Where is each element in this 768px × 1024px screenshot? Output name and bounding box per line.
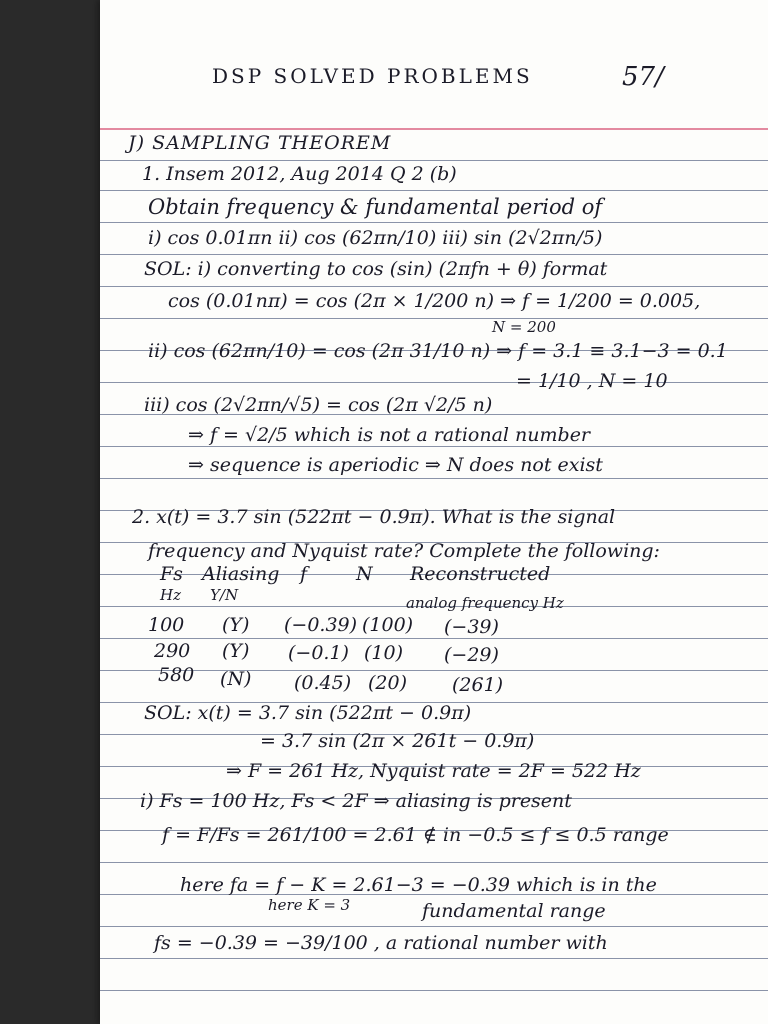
section-heading: J) SAMPLING THEOREM <box>128 132 392 154</box>
solution-1-eq-i: cos (0.01nπ) = cos (2π × 1/200 n) ⇒ f = 1/200 = 0.005, <box>168 290 701 312</box>
page-number: 57/ <box>622 62 664 92</box>
table-row-2-n: (10) <box>364 642 404 664</box>
table-header-aliasing: Aliasing <box>202 563 280 585</box>
solution-1-intro: SOL: i) converting to cos (sin) (2πfn + θ) format <box>144 258 608 280</box>
table-header-fs: Fs <box>160 563 183 585</box>
solution-2-line-2: = 3.7 sin (2π × 261t − 0.9π) <box>260 730 535 752</box>
solution-1-period-ii: = 1/10 , N = 10 <box>516 370 668 392</box>
solution-2-line-4: i) Fs = 100 Hz, Fs < 2F ⇒ aliasing is present <box>140 790 572 812</box>
table-unit-hz: Hz <box>160 586 181 604</box>
solution-1-eq-iii: iii) cos (2√2πn/√5) = cos (2π √2/5 n) <box>144 394 493 416</box>
ruled-line <box>100 670 768 671</box>
table-header-reconstructed: Reconstructed <box>410 563 551 585</box>
solution-1-conclusion-2: ⇒ sequence is aperiodic ⇒ N does not exist <box>188 454 603 476</box>
question-1-parts: i) cos 0.01πn ii) cos (62πn/10) iii) sin (2√2πn/5) <box>148 227 603 249</box>
ruled-line <box>100 190 768 191</box>
table-row-1-n: (100) <box>362 614 414 636</box>
table-row-2-fs: 290 <box>154 640 191 662</box>
ruled-line <box>100 382 768 383</box>
solution-2-line-8: fs = −0.39 = −39/100 , a rational number with <box>154 932 608 954</box>
ruled-line <box>100 990 768 991</box>
question-2-statement-cont: frequency and Nyquist rate? Complete the following: <box>148 540 660 562</box>
ruled-line <box>100 926 768 927</box>
table-row-1-f: (−0.39) <box>284 614 358 636</box>
question-2-statement: 2. x(t) = 3.7 sin (522πt − 0.9π). What is the signal <box>132 506 616 528</box>
ruled-line <box>100 222 768 223</box>
table-row-2-f: (−0.1) <box>288 642 349 664</box>
question-1-reference: 1. Insem 2012, Aug 2014 Q 2 (b) <box>142 163 457 185</box>
solution-1-conclusion-1: ⇒ f = √2/5 which is not a rational number <box>188 424 591 446</box>
table-row-3-n: (20) <box>368 672 408 694</box>
table-unit-analog-frequency: analog frequency Hz <box>406 594 564 612</box>
table-row-2-aliasing: (Y) <box>222 640 250 662</box>
solution-2-line-7: fundamental range <box>422 900 606 922</box>
notebook-page <box>100 0 768 1024</box>
table-row-3-fs: 580 <box>158 664 195 686</box>
table-row-3-reconstructed: (261) <box>452 674 504 696</box>
solution-1-eq-ii: ii) cos (62πn/10) = cos (2π 31/10 n) ⇒ f = 3.1 ≡ 3.1−3 = 0.1 <box>148 340 728 362</box>
table-row-3-aliasing: (N) <box>220 668 252 690</box>
table-header-n: N <box>356 563 373 585</box>
top-margin-rule <box>100 128 768 130</box>
solution-2-line-3: ⇒ F = 261 Hz, Nyquist rate = 2F = 522 Hz <box>226 760 641 782</box>
solution-1-period-i: N = 200 <box>492 318 556 336</box>
table-row-3-f: (0.45) <box>294 672 352 694</box>
question-1-prompt: Obtain frequency & fundamental period of <box>148 195 603 219</box>
ruled-line <box>100 446 768 447</box>
ruled-line <box>100 254 768 255</box>
ruled-line <box>100 862 768 863</box>
ruled-line <box>100 478 768 479</box>
table-row-2-reconstructed: (−29) <box>444 644 499 666</box>
table-unit-yn: Y/N <box>210 586 239 604</box>
table-row-1-reconstructed: (−39) <box>444 616 499 638</box>
ruled-line <box>100 958 768 959</box>
solution-2-line-5: f = F/Fs = 261/100 = 2.61 ∉ in −0.5 ≤ f ≤ 0.5 range <box>162 824 669 846</box>
table-header-f: f <box>300 563 308 585</box>
solution-2-line-1: SOL: x(t) = 3.7 sin (522πt − 0.9π) <box>144 702 472 724</box>
table-row-1-aliasing: (Y) <box>222 614 250 636</box>
page-title: DSP SOLVED PROBLEMS <box>212 64 533 88</box>
table-row-1-fs: 100 <box>148 614 185 636</box>
ruled-line <box>100 160 768 161</box>
solution-2-line-6-note: here K = 3 <box>268 896 351 914</box>
ruled-line <box>100 286 768 287</box>
solution-2-line-6: here fa = f − K = 2.61−3 = −0.39 which is in the <box>180 874 657 896</box>
ruled-line <box>100 318 768 319</box>
ruled-line <box>100 638 768 639</box>
